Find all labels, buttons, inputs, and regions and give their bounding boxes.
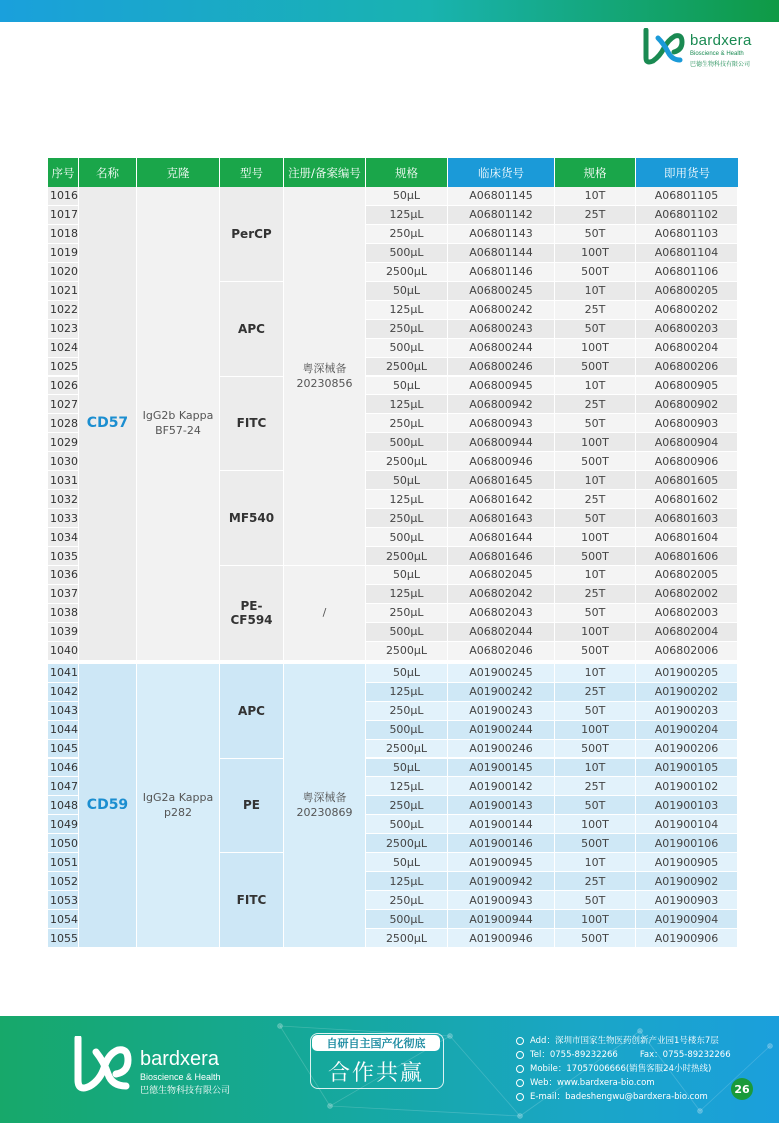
clinical-sku-cell: A01900943: [448, 891, 555, 910]
volume-cell: 125μL: [366, 301, 448, 320]
volume-cell: 125μL: [366, 683, 448, 702]
ready-sku-cell: A06800202: [636, 301, 738, 320]
brand-company: 巴德生物科技有限公司: [690, 61, 751, 68]
clinical-sku-cell: A06800242: [448, 301, 555, 320]
clinical-sku-cell: A06801646: [448, 547, 555, 566]
ready-sku-cell: A06802004: [636, 623, 738, 642]
row-number: 1041: [48, 664, 79, 683]
test-count-cell: 100T: [555, 623, 636, 642]
clinical-sku-cell: A06801142: [448, 206, 555, 225]
volume-cell: 500μL: [366, 244, 448, 263]
row-number: 1033: [48, 509, 79, 528]
test-count-cell: 10T: [555, 664, 636, 683]
test-count-cell: 50T: [555, 509, 636, 528]
volume-cell: 2500μL: [366, 547, 448, 566]
clinical-sku-cell: A01900242: [448, 683, 555, 702]
format-label: FITC: [220, 377, 284, 472]
format-label: PE: [220, 759, 284, 854]
ready-sku-cell: A06800902: [636, 395, 738, 414]
test-count-cell: 500T: [555, 263, 636, 282]
brand-name: bardxera: [690, 32, 752, 49]
volume-cell: 250μL: [366, 702, 448, 721]
clinical-sku-cell: A01900143: [448, 796, 555, 815]
ready-sku-cell: A06800904: [636, 433, 738, 452]
test-count-cell: 25T: [555, 872, 636, 891]
clinical-sku-cell: A01900246: [448, 740, 555, 759]
clinical-sku-cell: A06801143: [448, 225, 555, 244]
volume-cell: 50μL: [366, 187, 448, 206]
clinical-sku-cell: A06802046: [448, 642, 555, 661]
mobile-icon: [516, 1065, 524, 1073]
row-number: 1043: [48, 702, 79, 721]
clinical-sku-cell: A06801144: [448, 244, 555, 263]
row-number: 1029: [48, 433, 79, 452]
row-number: 1027: [48, 395, 79, 414]
web-line: Web：www.bardxera-bio.com: [516, 1076, 731, 1090]
row-number: 1035: [48, 547, 79, 566]
mobile-line: Mobile：17057006666(销售客服24小时热线): [516, 1062, 731, 1076]
footer-brand-tagline: Bioscience & Health: [140, 1072, 221, 1082]
mail-icon: [516, 1093, 524, 1101]
test-count-cell: 10T: [555, 282, 636, 301]
row-number: 1042: [48, 683, 79, 702]
row-number: 1052: [48, 872, 79, 891]
test-count-cell: 500T: [555, 929, 636, 948]
test-count-cell: 25T: [555, 777, 636, 796]
clinical-sku-cell: A06800943: [448, 414, 555, 433]
test-count-cell: 50T: [555, 414, 636, 433]
row-number: 1019: [48, 244, 79, 263]
clinical-sku-cell: A06801645: [448, 471, 555, 490]
ready-sku-cell: A06801104: [636, 244, 738, 263]
clinical-sku-cell: A06800942: [448, 395, 555, 414]
clinical-sku-cell: A06800245: [448, 282, 555, 301]
bardxera-logo-icon: [640, 28, 686, 66]
registration-number: 粤深械备 20230856: [284, 187, 366, 566]
ready-sku-cell: A01900905: [636, 853, 738, 872]
volume-cell: 125μL: [366, 490, 448, 509]
column-header: 名称: [79, 158, 137, 187]
test-count-cell: 500T: [555, 452, 636, 471]
slogan-main: 合作共赢: [327, 1061, 424, 1086]
volume-cell: 2500μL: [366, 642, 448, 661]
ready-sku-cell: A06801606: [636, 547, 738, 566]
clinical-sku-cell: A06800246: [448, 358, 555, 377]
ready-sku-cell: A06800905: [636, 377, 738, 396]
ready-sku-cell: A01900206: [636, 740, 738, 759]
ready-sku-cell: A01900106: [636, 834, 738, 853]
test-count-cell: 100T: [555, 721, 636, 740]
test-count-cell: 50T: [555, 604, 636, 623]
phone-icon: [516, 1051, 524, 1059]
footer-brand-name: bardxera: [140, 1048, 219, 1070]
row-number: 1049: [48, 815, 79, 834]
ready-sku-cell: A06802003: [636, 604, 738, 623]
table-group: [48, 664, 738, 948]
test-count-cell: 10T: [555, 377, 636, 396]
volume-cell: 50μL: [366, 759, 448, 778]
volume-cell: 50μL: [366, 566, 448, 585]
row-number: 1021: [48, 282, 79, 301]
clinical-sku-cell: A06801146: [448, 263, 555, 282]
row-number: 1032: [48, 490, 79, 509]
clinical-sku-cell: A01900945: [448, 853, 555, 872]
clinical-sku-cell: A06800944: [448, 433, 555, 452]
row-number: 1017: [48, 206, 79, 225]
format-label: APC: [220, 282, 284, 377]
volume-cell: 500μL: [366, 339, 448, 358]
ready-sku-cell: A01900105: [636, 759, 738, 778]
row-number: 1046: [48, 759, 79, 778]
column-header: 克隆: [137, 158, 220, 187]
product-table: [48, 158, 738, 948]
clinical-sku-cell: A06801643: [448, 509, 555, 528]
ready-sku-cell: A06802002: [636, 585, 738, 604]
ready-sku-cell: A01900103: [636, 796, 738, 815]
test-count-cell: 100T: [555, 815, 636, 834]
test-count-cell: 25T: [555, 683, 636, 702]
ready-sku-cell: A06801105: [636, 187, 738, 206]
volume-cell: 250μL: [366, 604, 448, 623]
ready-sku-cell: A01900902: [636, 872, 738, 891]
column-header: 临床货号: [448, 158, 555, 187]
volume-cell: 2500μL: [366, 263, 448, 282]
ready-sku-cell: A01900102: [636, 777, 738, 796]
row-number: 1030: [48, 452, 79, 471]
volume-cell: 500μL: [366, 721, 448, 740]
clinical-sku-cell: A06801145: [448, 187, 555, 206]
row-number: 1050: [48, 834, 79, 853]
clinical-sku-cell: A06802043: [448, 604, 555, 623]
clone-name: IgG2a Kappa p282: [137, 664, 220, 948]
volume-cell: 50μL: [366, 282, 448, 301]
test-count-cell: 500T: [555, 834, 636, 853]
test-count-cell: 100T: [555, 244, 636, 263]
ready-sku-cell: A06800203: [636, 320, 738, 339]
volume-cell: 500μL: [366, 433, 448, 452]
test-count-cell: 10T: [555, 566, 636, 585]
ready-sku-cell: A06802006: [636, 642, 738, 661]
volume-cell: 125μL: [366, 395, 448, 414]
column-header: 规格: [366, 158, 448, 187]
clinical-sku-cell: A01900944: [448, 910, 555, 929]
test-count-cell: 500T: [555, 642, 636, 661]
row-number: 1031: [48, 471, 79, 490]
ready-sku-cell: A06800205: [636, 282, 738, 301]
clinical-sku-cell: A06802045: [448, 566, 555, 585]
format-label: PE-CF594: [220, 566, 284, 661]
test-count-cell: 50T: [555, 320, 636, 339]
ready-sku-cell: A01900202: [636, 683, 738, 702]
volume-cell: 250μL: [366, 320, 448, 339]
ready-sku-cell: A06800204: [636, 339, 738, 358]
row-number: 1048: [48, 796, 79, 815]
globe-icon: [516, 1079, 524, 1087]
antigen-name: CD59: [79, 664, 137, 948]
clinical-sku-cell: A06800244: [448, 339, 555, 358]
email-line: E-mail：badeshengwu@bardxera-bio.com: [516, 1090, 731, 1104]
row-number: 1040: [48, 642, 79, 661]
volume-cell: 500μL: [366, 623, 448, 642]
format-label: MF540: [220, 471, 284, 566]
row-number: 1051: [48, 853, 79, 872]
column-header: 序号: [48, 158, 79, 187]
row-number: 1039: [48, 623, 79, 642]
volume-cell: 125μL: [366, 872, 448, 891]
row-number: 1016: [48, 187, 79, 206]
ready-sku-cell: A06800206: [636, 358, 738, 377]
page-number: 26: [731, 1078, 753, 1100]
clinical-sku-cell: A06802044: [448, 623, 555, 642]
ready-sku-cell: A06800903: [636, 414, 738, 433]
fax-text: Fax：0755-89232266: [639, 1050, 731, 1060]
test-count-cell: 50T: [555, 796, 636, 815]
volume-cell: 250μL: [366, 414, 448, 433]
ready-sku-cell: A01900906: [636, 929, 738, 948]
row-number: 1018: [48, 225, 79, 244]
test-count-cell: 25T: [555, 206, 636, 225]
footer-brand-company: 巴德生物科技有限公司: [140, 1086, 231, 1096]
clinical-sku-cell: A06801644: [448, 528, 555, 547]
clinical-sku-cell: A01900146: [448, 834, 555, 853]
test-count-cell: 100T: [555, 528, 636, 547]
brand-tagline: Bioscience & Health: [690, 51, 744, 57]
volume-cell: 250μL: [366, 796, 448, 815]
row-number: 1036: [48, 566, 79, 585]
volume-cell: 125μL: [366, 585, 448, 604]
row-number: 1037: [48, 585, 79, 604]
registration-number: /: [284, 566, 366, 661]
volume-cell: 2500μL: [366, 452, 448, 471]
volume-cell: 50μL: [366, 853, 448, 872]
volume-cell: 2500μL: [366, 740, 448, 759]
column-header: 型号: [220, 158, 284, 187]
row-number: 1047: [48, 777, 79, 796]
row-number: 1034: [48, 528, 79, 547]
format-label: FITC: [220, 853, 284, 948]
clinical-sku-cell: A06800243: [448, 320, 555, 339]
top-gradient-bar: [0, 0, 779, 22]
volume-cell: 50μL: [366, 664, 448, 683]
test-count-cell: 25T: [555, 585, 636, 604]
test-count-cell: 50T: [555, 225, 636, 244]
clinical-sku-cell: A01900145: [448, 759, 555, 778]
row-number: 1024: [48, 339, 79, 358]
test-count-cell: 500T: [555, 547, 636, 566]
ready-sku-cell: A06802005: [636, 566, 738, 585]
test-count-cell: 25T: [555, 490, 636, 509]
row-number: 1026: [48, 377, 79, 396]
row-number: 1055: [48, 929, 79, 948]
header-logo: [640, 26, 770, 70]
clinical-sku-cell: A01900245: [448, 664, 555, 683]
clinical-sku-cell: A01900244: [448, 721, 555, 740]
clinical-sku-cell: A01900946: [448, 929, 555, 948]
ready-sku-cell: A01900205: [636, 664, 738, 683]
volume-cell: 250μL: [366, 225, 448, 244]
column-header: 规格: [555, 158, 636, 187]
test-count-cell: 10T: [555, 187, 636, 206]
contact-info: [516, 1034, 731, 1104]
clinical-sku-cell: A01900144: [448, 815, 555, 834]
volume-cell: 125μL: [366, 777, 448, 796]
table-group: [48, 187, 738, 661]
row-number: 1020: [48, 263, 79, 282]
phone-line: Tel：0755-89232266 Fax：0755-89232266: [516, 1048, 731, 1062]
footer-logo-icon: [70, 1036, 134, 1096]
volume-cell: 2500μL: [366, 358, 448, 377]
row-number: 1022: [48, 301, 79, 320]
ready-sku-cell: A06801605: [636, 471, 738, 490]
row-number: 1044: [48, 721, 79, 740]
volume-cell: 125μL: [366, 206, 448, 225]
ready-sku-cell: A06801106: [636, 263, 738, 282]
ready-sku-cell: A06801103: [636, 225, 738, 244]
volume-cell: 500μL: [366, 910, 448, 929]
clinical-sku-cell: A06800945: [448, 377, 555, 396]
clinical-sku-cell: A01900942: [448, 872, 555, 891]
test-count-cell: 10T: [555, 853, 636, 872]
clone-name: IgG2b Kappa BF57-24: [137, 187, 220, 661]
registration-number: 粤深械备 20230869: [284, 664, 366, 948]
test-count-cell: 25T: [555, 301, 636, 320]
location-icon: [516, 1037, 524, 1045]
row-number: 1053: [48, 891, 79, 910]
clinical-sku-cell: A06802042: [448, 585, 555, 604]
volume-cell: 250μL: [366, 891, 448, 910]
row-number: 1054: [48, 910, 79, 929]
ready-sku-cell: A06801102: [636, 206, 738, 225]
test-count-cell: 500T: [555, 358, 636, 377]
column-header: 即用货号: [636, 158, 738, 187]
volume-cell: 50μL: [366, 377, 448, 396]
test-count-cell: 100T: [555, 339, 636, 358]
column-header: 注册/备案编号: [284, 158, 366, 187]
address-line: Add：深圳市国家生物医药创新产业园1号楼东7层: [516, 1034, 731, 1048]
ready-sku-cell: A06801602: [636, 490, 738, 509]
footer: [0, 1016, 779, 1123]
row-number: 1045: [48, 740, 79, 759]
test-count-cell: 50T: [555, 702, 636, 721]
test-count-cell: 25T: [555, 395, 636, 414]
volume-cell: 500μL: [366, 528, 448, 547]
clinical-sku-cell: A06800946: [448, 452, 555, 471]
ready-sku-cell: A01900204: [636, 721, 738, 740]
row-number: 1038: [48, 604, 79, 623]
volume-cell: 2500μL: [366, 834, 448, 853]
test-count-cell: 10T: [555, 471, 636, 490]
format-label: PerCP: [220, 187, 284, 282]
clinical-sku-cell: A01900243: [448, 702, 555, 721]
ready-sku-cell: A01900904: [636, 910, 738, 929]
volume-cell: 2500μL: [366, 929, 448, 948]
format-label: APC: [220, 664, 284, 759]
test-count-cell: 10T: [555, 759, 636, 778]
test-count-cell: 100T: [555, 910, 636, 929]
test-count-cell: 500T: [555, 740, 636, 759]
row-number: 1028: [48, 414, 79, 433]
ready-sku-cell: A01900903: [636, 891, 738, 910]
row-number: 1023: [48, 320, 79, 339]
antigen-name: CD57: [79, 187, 137, 661]
clinical-sku-cell: A01900142: [448, 777, 555, 796]
table-header: [48, 158, 738, 187]
ready-sku-cell: A01900104: [636, 815, 738, 834]
test-count-cell: 50T: [555, 891, 636, 910]
row-number: 1025: [48, 358, 79, 377]
test-count-cell: 100T: [555, 433, 636, 452]
volume-cell: 50μL: [366, 471, 448, 490]
ready-sku-cell: A06800906: [636, 452, 738, 471]
ready-sku-cell: A06801604: [636, 528, 738, 547]
volume-cell: 500μL: [366, 815, 448, 834]
volume-cell: 250μL: [366, 509, 448, 528]
ready-sku-cell: A01900203: [636, 702, 738, 721]
ready-sku-cell: A06801603: [636, 509, 738, 528]
clinical-sku-cell: A06801642: [448, 490, 555, 509]
slogan-top: 自研自主国产化彻底: [312, 1035, 440, 1051]
